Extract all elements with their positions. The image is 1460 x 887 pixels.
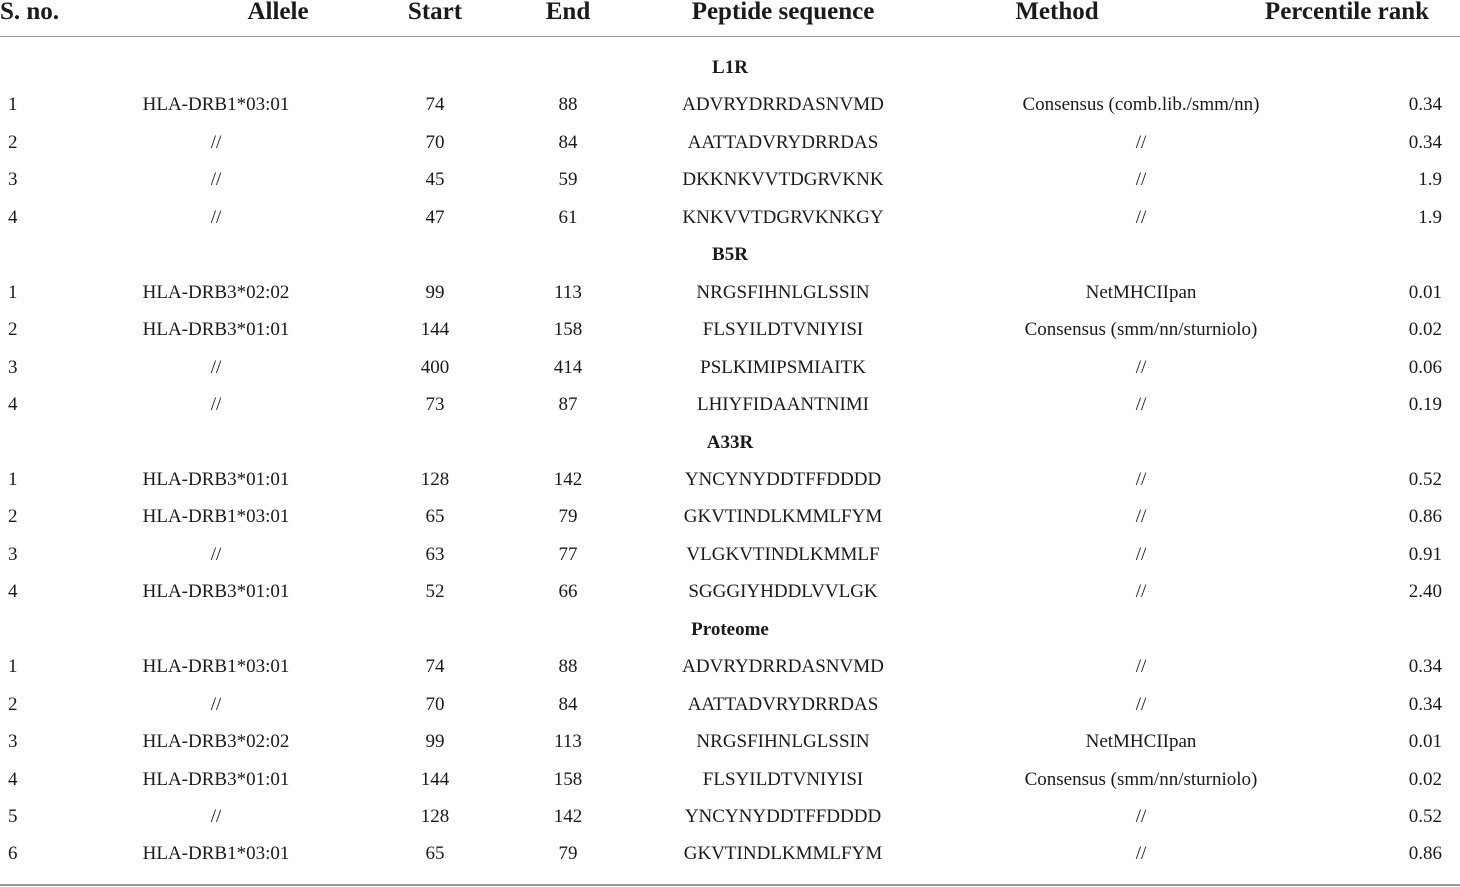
group-heading-row bbox=[0, 236, 1460, 273]
cell-end: 66 bbox=[558, 581, 578, 603]
cell-allele: // bbox=[210, 206, 222, 228]
cell-allele: HLA-DRB3*02:02 bbox=[142, 281, 290, 303]
cell-percentile: 0.34 bbox=[1408, 131, 1442, 153]
cell-method: // bbox=[1135, 394, 1147, 416]
cell-method: // bbox=[1135, 468, 1147, 490]
cell-end: 113 bbox=[554, 731, 582, 753]
cell-end: 79 bbox=[558, 506, 578, 528]
cell-start: 63 bbox=[425, 543, 445, 565]
cell-start: 74 bbox=[425, 94, 445, 116]
cell-peptide: FLSYILDTVNIYISI bbox=[702, 768, 864, 790]
cell-end: 88 bbox=[558, 94, 578, 116]
table-row bbox=[0, 311, 1460, 348]
cell-s-no: 4 bbox=[8, 206, 18, 228]
group-title: A33R bbox=[706, 431, 754, 453]
cell-start: 45 bbox=[425, 169, 445, 191]
cell-method: // bbox=[1135, 693, 1147, 715]
cell-method: // bbox=[1135, 843, 1147, 865]
table-row bbox=[0, 274, 1460, 311]
cell-end: 142 bbox=[553, 468, 583, 490]
header-end: End bbox=[545, 0, 591, 25]
cell-percentile: 0.34 bbox=[1408, 94, 1442, 116]
cell-start: 74 bbox=[425, 656, 445, 678]
cell-end: 87 bbox=[558, 394, 578, 416]
cell-peptide: LHIYFIDAANTNIMI bbox=[696, 394, 870, 416]
cell-peptide: NRGSFIHNLGLSSIN bbox=[696, 281, 870, 303]
cell-start: 144 bbox=[420, 768, 450, 790]
group-heading-row bbox=[0, 49, 1460, 86]
cell-s-no: 3 bbox=[8, 169, 18, 191]
cell-percentile: 0.34 bbox=[1408, 693, 1442, 715]
cell-method: // bbox=[1135, 806, 1147, 827]
table-row bbox=[0, 386, 1460, 423]
cell-start: 73 bbox=[425, 394, 445, 416]
cell-s-no: 1 bbox=[8, 468, 18, 490]
cell-method: Consensus (smm/nn/sturniolo) bbox=[1024, 319, 1258, 341]
cell-end: 414 bbox=[553, 356, 583, 378]
cell-allele: // bbox=[210, 693, 222, 715]
cell-s-no: 6 bbox=[8, 843, 18, 865]
cell-percentile: 0.52 bbox=[1408, 806, 1442, 827]
cell-end: 77 bbox=[558, 543, 578, 565]
cell-s-no: 1 bbox=[8, 656, 18, 678]
cell-percentile: 0.52 bbox=[1408, 468, 1442, 490]
cell-s-no: 3 bbox=[8, 731, 18, 753]
cell-peptide: SGGGIYHDDLVVLGK bbox=[688, 581, 878, 603]
cell-peptide: FLSYILDTVNIYISI bbox=[702, 319, 864, 341]
cell-end: 158 bbox=[553, 319, 583, 341]
cell-allele: // bbox=[210, 169, 222, 191]
table-row bbox=[0, 349, 1460, 386]
cell-percentile: 2.40 bbox=[1408, 581, 1442, 603]
cell-percentile: 0.86 bbox=[1408, 843, 1442, 865]
table-row bbox=[0, 835, 1460, 872]
group-title: L1R bbox=[712, 57, 748, 78]
cell-end: 158 bbox=[553, 768, 583, 790]
table-row bbox=[0, 498, 1460, 535]
header-rule bbox=[0, 36, 1460, 37]
cell-end: 61 bbox=[558, 206, 578, 228]
cell-percentile: 0.01 bbox=[1408, 281, 1442, 303]
cell-peptide: KNKVVTDGRVKNKGY bbox=[682, 206, 884, 228]
table-header bbox=[0, 0, 1460, 34]
cell-s-no: 3 bbox=[8, 356, 18, 378]
cell-start: 65 bbox=[425, 506, 445, 528]
cell-allele: HLA-DRB3*01:01 bbox=[142, 581, 290, 603]
cell-start: 144 bbox=[420, 319, 450, 341]
cell-s-no: 3 bbox=[8, 543, 18, 565]
table-row bbox=[0, 761, 1460, 798]
cell-peptide: VLGKVTINDLKMMLF bbox=[686, 543, 880, 565]
table-row bbox=[0, 536, 1460, 573]
cell-start: 47 bbox=[425, 206, 445, 228]
header-start: Start bbox=[407, 0, 463, 25]
cell-start: 128 bbox=[420, 806, 450, 827]
cell-allele: HLA-DRB1*03:01 bbox=[142, 843, 290, 865]
cell-method: // bbox=[1135, 656, 1147, 678]
cell-start: 70 bbox=[425, 693, 445, 715]
group-title: B5R bbox=[712, 244, 748, 266]
group-title: Proteome bbox=[691, 618, 769, 640]
cell-end: 142 bbox=[553, 806, 583, 827]
cell-start: 400 bbox=[420, 356, 450, 378]
cell-start: 52 bbox=[425, 581, 445, 603]
table-row bbox=[0, 648, 1460, 685]
cell-allele: // bbox=[210, 394, 222, 416]
cell-method: // bbox=[1135, 356, 1147, 378]
cell-percentile: 0.34 bbox=[1408, 656, 1442, 678]
cell-end: 88 bbox=[558, 656, 578, 678]
cell-peptide: GKVTINDLKMMLFYM bbox=[683, 506, 883, 528]
cell-method: // bbox=[1135, 543, 1147, 565]
cell-percentile: 0.19 bbox=[1408, 394, 1442, 416]
cell-s-no: 2 bbox=[8, 319, 18, 341]
cell-peptide: AATTADVRYDRRDAS bbox=[687, 131, 879, 153]
cell-start: 65 bbox=[425, 843, 445, 865]
table-row bbox=[0, 86, 1460, 123]
cell-s-no: 2 bbox=[8, 693, 18, 715]
cell-end: 59 bbox=[558, 169, 578, 191]
cell-s-no: 2 bbox=[8, 131, 18, 153]
cell-start: 99 bbox=[425, 281, 445, 303]
cell-percentile: 0.01 bbox=[1408, 731, 1442, 753]
cell-allele: HLA-DRB3*01:01 bbox=[142, 768, 290, 790]
cell-allele: HLA-DRB3*02:02 bbox=[142, 731, 290, 753]
cell-end: 113 bbox=[554, 281, 582, 303]
table-row bbox=[0, 461, 1460, 498]
cell-method: Consensus (smm/nn/sturniolo) bbox=[1024, 768, 1258, 790]
cell-s-no: 4 bbox=[8, 394, 18, 416]
cell-method: // bbox=[1135, 131, 1147, 153]
cell-percentile: 0.06 bbox=[1408, 356, 1442, 378]
table-row bbox=[0, 161, 1460, 198]
cell-allele: // bbox=[210, 543, 222, 565]
cell-s-no: 4 bbox=[8, 581, 18, 603]
table-row bbox=[0, 124, 1460, 161]
cell-method: // bbox=[1135, 169, 1147, 191]
cell-peptide: NRGSFIHNLGLSSIN bbox=[696, 731, 870, 753]
cell-allele: HLA-DRB3*01:01 bbox=[142, 319, 290, 341]
cell-start: 99 bbox=[425, 731, 445, 753]
cell-end: 84 bbox=[558, 131, 578, 153]
cell-allele: HLA-DRB1*03:01 bbox=[142, 94, 290, 116]
table-row bbox=[0, 798, 1460, 835]
cell-peptide: ADVRYDRRDASNVMD bbox=[682, 656, 884, 678]
cell-method: // bbox=[1135, 206, 1147, 228]
cell-percentile: 0.02 bbox=[1408, 768, 1442, 790]
header-percentile-rank: Percentile rank bbox=[1264, 0, 1429, 25]
cell-peptide: ADVRYDRRDASNVMD bbox=[682, 94, 884, 116]
header-s-no: S. no. bbox=[0, 0, 60, 25]
cell-s-no: 4 bbox=[8, 768, 18, 790]
table-row bbox=[0, 573, 1460, 610]
cell-allele: // bbox=[210, 131, 222, 153]
cell-s-no: 2 bbox=[8, 506, 18, 528]
cell-allele: HLA-DRB3*01:01 bbox=[142, 468, 290, 490]
cell-percentile: 0.86 bbox=[1408, 506, 1442, 528]
cell-peptide: PSLKIMIPSMIAITK bbox=[700, 356, 866, 378]
header-allele: Allele bbox=[247, 0, 309, 25]
cell-percentile: 1.9 bbox=[1418, 169, 1442, 191]
cell-s-no: 1 bbox=[8, 281, 18, 303]
cell-method: Consensus (comb.lib./smm/nn) bbox=[1022, 94, 1260, 116]
cell-peptide: YNCYNYDDTFFDDDD bbox=[684, 468, 882, 490]
cell-peptide: DKKNKVVTDGRVKNK bbox=[682, 169, 884, 191]
cell-s-no: 1 bbox=[8, 94, 18, 116]
header-peptide-sequence: Peptide sequence bbox=[691, 0, 875, 25]
cell-method: // bbox=[1135, 581, 1147, 603]
cell-percentile: 0.91 bbox=[1408, 543, 1442, 565]
cell-end: 79 bbox=[558, 843, 578, 865]
cell-method: // bbox=[1135, 506, 1147, 528]
cell-allele: // bbox=[210, 806, 222, 827]
cell-allele: HLA-DRB1*03:01 bbox=[142, 656, 290, 678]
cell-start: 70 bbox=[425, 131, 445, 153]
cell-allele: // bbox=[210, 356, 222, 378]
cell-peptide: YNCYNYDDTFFDDDD bbox=[684, 806, 882, 827]
cell-peptide: GKVTINDLKMMLFYM bbox=[683, 843, 883, 865]
cell-end: 84 bbox=[558, 693, 578, 715]
cell-percentile: 0.02 bbox=[1408, 319, 1442, 341]
bottom-rule bbox=[0, 884, 1460, 886]
group-heading-row bbox=[0, 424, 1460, 461]
cell-start: 128 bbox=[420, 468, 450, 490]
cell-s-no: 5 bbox=[8, 806, 18, 827]
table-row bbox=[0, 723, 1460, 760]
table-row bbox=[0, 199, 1460, 236]
cell-peptide: AATTADVRYDRRDAS bbox=[687, 693, 879, 715]
table-row bbox=[0, 686, 1460, 723]
cell-allele: HLA-DRB1*03:01 bbox=[142, 506, 290, 528]
cell-method: NetMHCIIpan bbox=[1085, 281, 1197, 303]
cell-percentile: 1.9 bbox=[1418, 206, 1442, 228]
header-method: Method bbox=[1015, 0, 1099, 25]
cell-method: NetMHCIIpan bbox=[1085, 731, 1197, 753]
group-heading-row bbox=[0, 611, 1460, 648]
